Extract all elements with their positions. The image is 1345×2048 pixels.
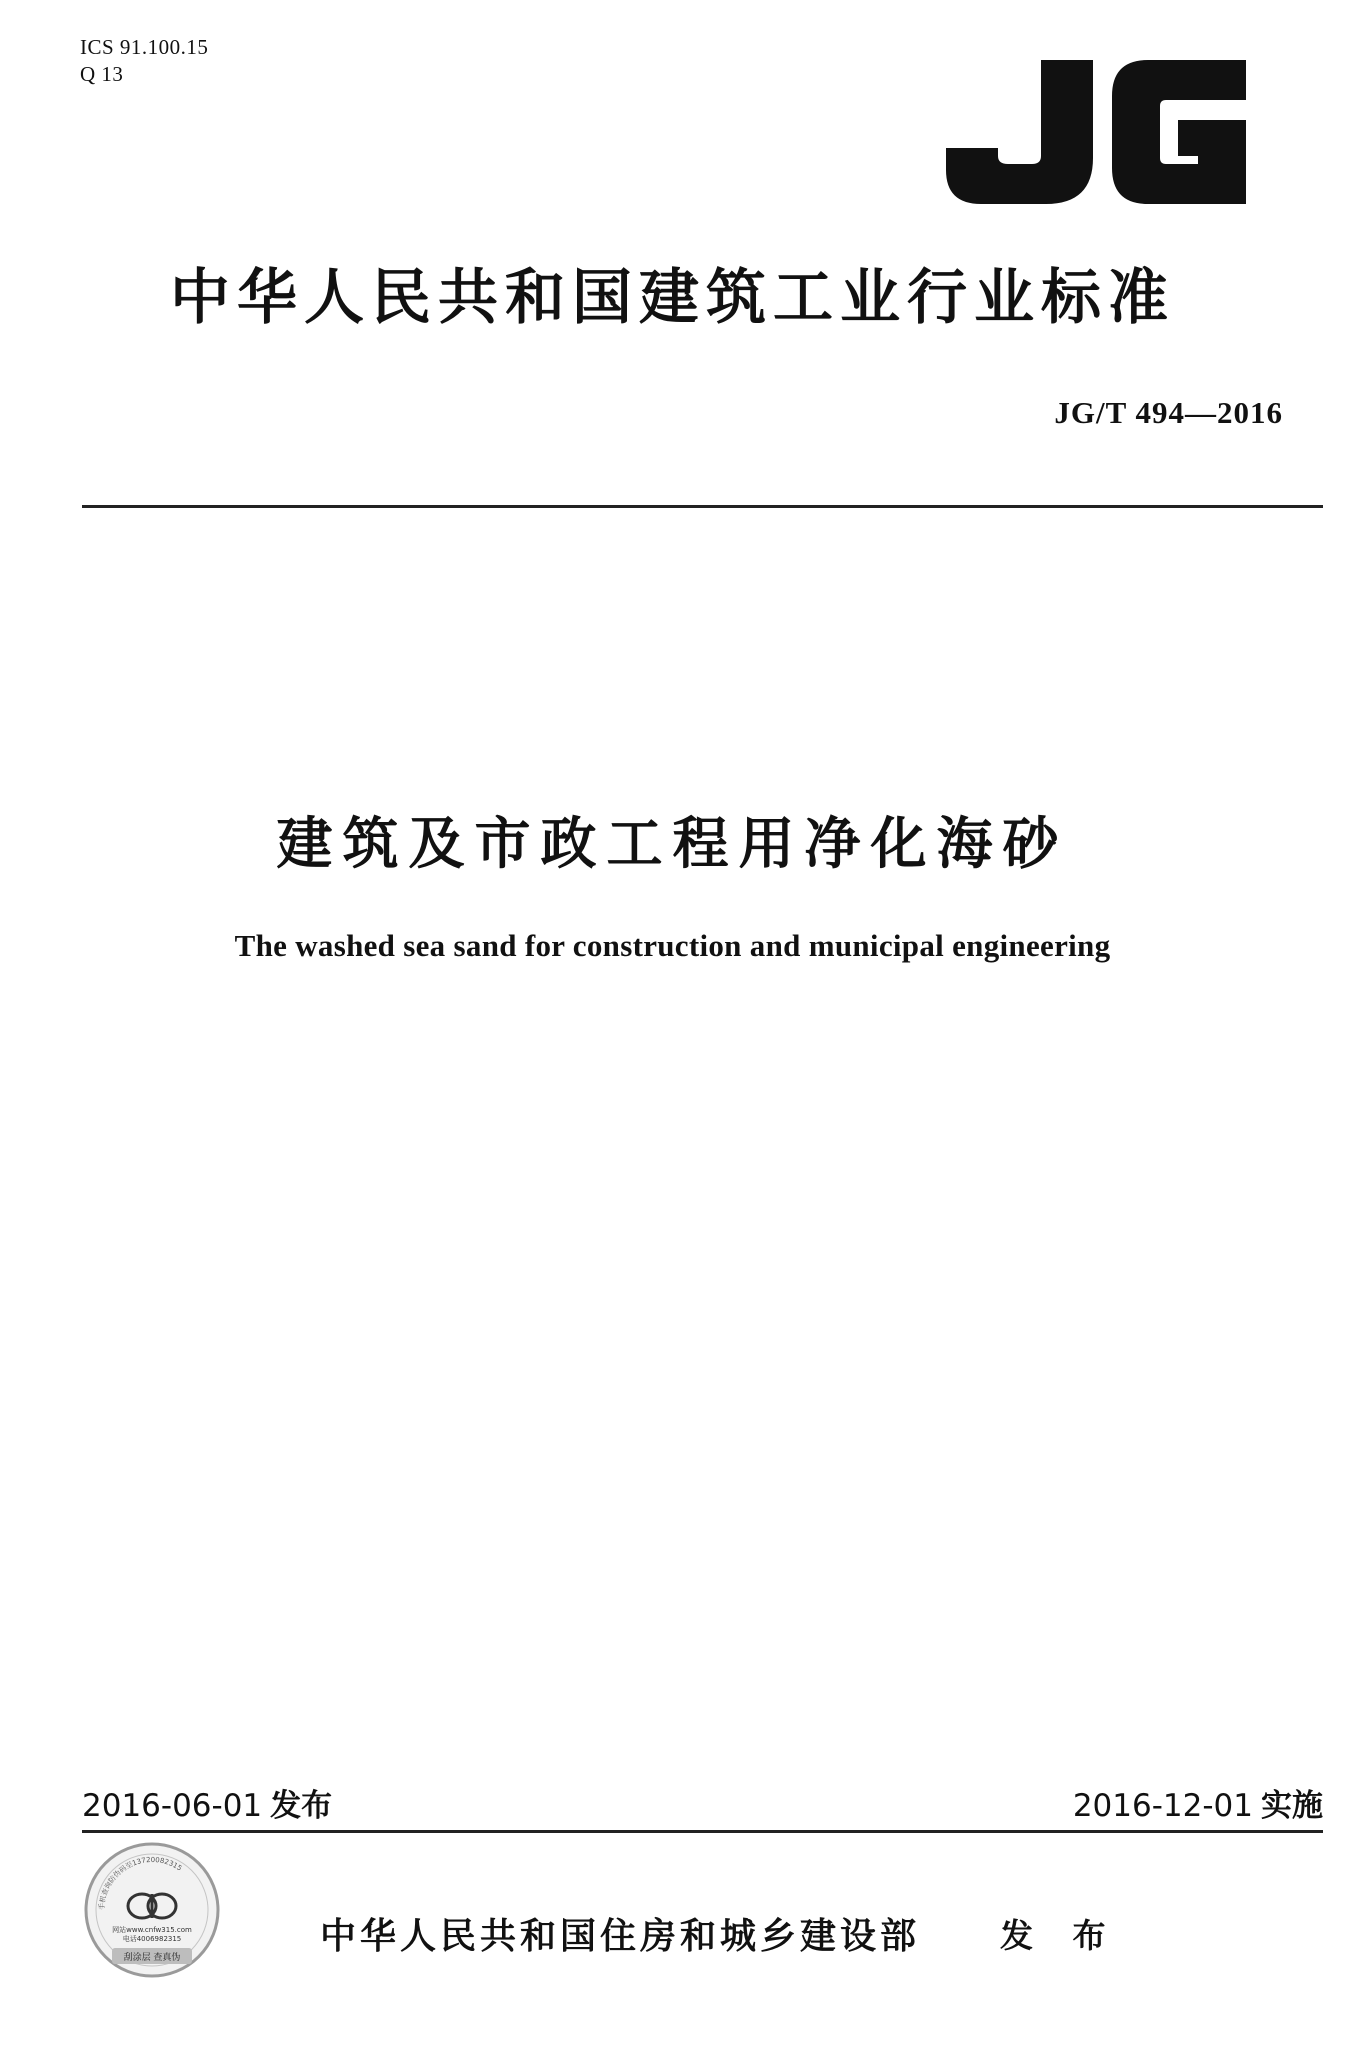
seal-scratch-label: 刮涂层 查真伪 bbox=[123, 1953, 181, 1963]
ics-code: ICS 91.100.15 bbox=[80, 35, 209, 59]
main-title: 中华人民共和国建筑工业行业标准 bbox=[170, 263, 1175, 333]
implementation-date bbox=[1073, 1780, 1323, 1825]
jg-logo bbox=[946, 60, 1246, 204]
classification-codes bbox=[80, 34, 208, 88]
standard-code-text: JG/T 494—2016 bbox=[1054, 395, 1283, 430]
ccs-code: Q 13 bbox=[80, 62, 124, 86]
standard-title-en: The washed sea sand for construction and municipal engineering bbox=[234, 928, 1111, 963]
issue-date bbox=[82, 1780, 332, 1825]
issuing-authority: 中华人民共和国住房和城乡建设部 bbox=[320, 1916, 921, 1957]
standard-title-cn: 建筑及市政工程用净化海砂 bbox=[276, 812, 1069, 877]
issued-label: 发 布 bbox=[1000, 1916, 1120, 1955]
anti-counterfeit-seal bbox=[82, 1840, 222, 1980]
issue-date-value: 2016-06-01 bbox=[82, 1788, 263, 1824]
issue-date-label: 发布 bbox=[270, 1788, 333, 1824]
top-divider bbox=[82, 505, 1323, 508]
bottom-divider bbox=[82, 1830, 1323, 1833]
implementation-date-label: 实施 bbox=[1261, 1788, 1323, 1824]
implementation-date-value: 2016-12-01 bbox=[1072, 1788, 1253, 1824]
seal-ring-text: 手机查询防伪码至13720082315 bbox=[97, 1855, 184, 1911]
seal-site: 网站www.cnfw315.com bbox=[112, 1926, 192, 1934]
standard-code bbox=[1054, 395, 1283, 431]
seal-phone: 电话4006982315 bbox=[122, 1935, 182, 1943]
